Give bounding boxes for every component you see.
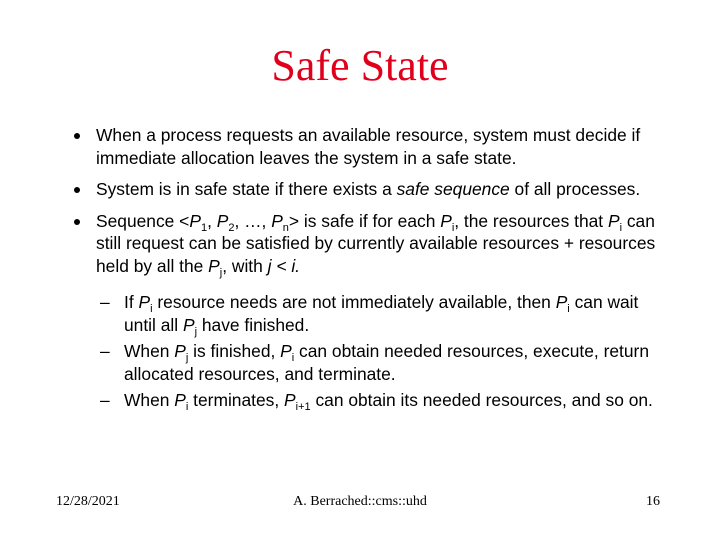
bullet-text-emphasis: safe sequence bbox=[396, 179, 510, 199]
sub-text: When bbox=[124, 341, 175, 361]
bullet-dot-icon bbox=[74, 219, 80, 225]
process-subscript: i bbox=[451, 221, 455, 234]
seq-text: , the resources that bbox=[454, 210, 608, 231]
process-symbol: P bbox=[216, 210, 229, 231]
process-symbol: P bbox=[174, 341, 186, 361]
process-subscript: j bbox=[219, 266, 223, 279]
sub-text: terminates, bbox=[188, 390, 285, 410]
process-symbol: P bbox=[208, 255, 220, 276]
process-symbol: P bbox=[607, 210, 620, 231]
dash-icon: – bbox=[100, 390, 110, 410]
sub-text: resource needs are not immediately available, then bbox=[152, 292, 556, 312]
sub-text: is finished, bbox=[188, 341, 281, 361]
process-subscript: i bbox=[619, 221, 623, 234]
seq-text: can still request can be satisfied by currently available resources + resources held by all the bbox=[96, 210, 656, 276]
sub-text: If bbox=[124, 292, 139, 312]
bullet-item bbox=[72, 178, 672, 201]
process-subscript: n bbox=[282, 221, 289, 234]
sub-text: can obtain needed resources, execute, return allocated resources, and terminate. bbox=[124, 341, 650, 384]
seq-text: > is safe if for each bbox=[288, 210, 441, 231]
process-symbol: P bbox=[182, 314, 195, 335]
process-symbol: P bbox=[174, 390, 186, 410]
process-symbol: P bbox=[271, 210, 283, 231]
sub-text: When bbox=[124, 390, 175, 410]
process-subscript: j bbox=[194, 325, 198, 338]
process-symbol: P bbox=[280, 341, 292, 361]
footer-date: 12/28/2021 bbox=[56, 494, 120, 509]
slide-title: Safe State bbox=[271, 41, 449, 90]
bullet-item bbox=[72, 124, 672, 169]
seq-text: , …, bbox=[234, 210, 272, 231]
seq-text: , with bbox=[222, 255, 268, 276]
bullet-dot-icon bbox=[74, 133, 80, 139]
process-symbol: P bbox=[284, 390, 296, 410]
process-symbol: P bbox=[189, 210, 201, 231]
process-symbol: P bbox=[440, 210, 452, 231]
process-subscript: i+1 bbox=[295, 401, 311, 413]
seq-text: , bbox=[207, 210, 217, 231]
process-subscript: j bbox=[185, 352, 189, 364]
footer-author: A. Berrached::cms::uhd bbox=[293, 494, 427, 509]
process-symbol: P bbox=[555, 292, 568, 312]
seq-text: Sequence < bbox=[96, 210, 190, 231]
sub-text: have finished. bbox=[197, 314, 310, 335]
process-symbol: P bbox=[138, 292, 151, 312]
footer-page-number: 16 bbox=[646, 494, 660, 509]
process-subscript: i bbox=[567, 303, 570, 315]
process-subscript: i bbox=[150, 303, 153, 315]
slide-content bbox=[72, 124, 672, 416]
sub-bullet-item bbox=[72, 389, 672, 412]
sub-bullet-item bbox=[72, 291, 672, 336]
dash-icon: – bbox=[100, 292, 110, 312]
sub-text: can obtain its needed resources, and so on. bbox=[310, 390, 653, 410]
sub-bullet-list bbox=[72, 291, 672, 412]
process-subscript: i bbox=[185, 401, 189, 413]
bullet-text-pre: System is in safe state if there exists a bbox=[96, 179, 397, 199]
process-subscript: 1 bbox=[200, 221, 208, 234]
condition-text: j < i. bbox=[267, 255, 301, 276]
bullet-text-post: of all processes. bbox=[509, 179, 641, 199]
bullet-text: When a process requests an available resource, system must decide if immediate allocation leaves the system in a safe state. bbox=[96, 125, 641, 168]
process-subscript: i bbox=[291, 352, 295, 364]
dash-icon: – bbox=[100, 341, 110, 361]
sub-bullet-item bbox=[72, 340, 672, 385]
bullet-dot-icon bbox=[74, 187, 80, 193]
process-subscript: 2 bbox=[228, 221, 235, 234]
sub-text: can wait until all bbox=[124, 292, 639, 335]
bullet-item bbox=[72, 210, 672, 278]
